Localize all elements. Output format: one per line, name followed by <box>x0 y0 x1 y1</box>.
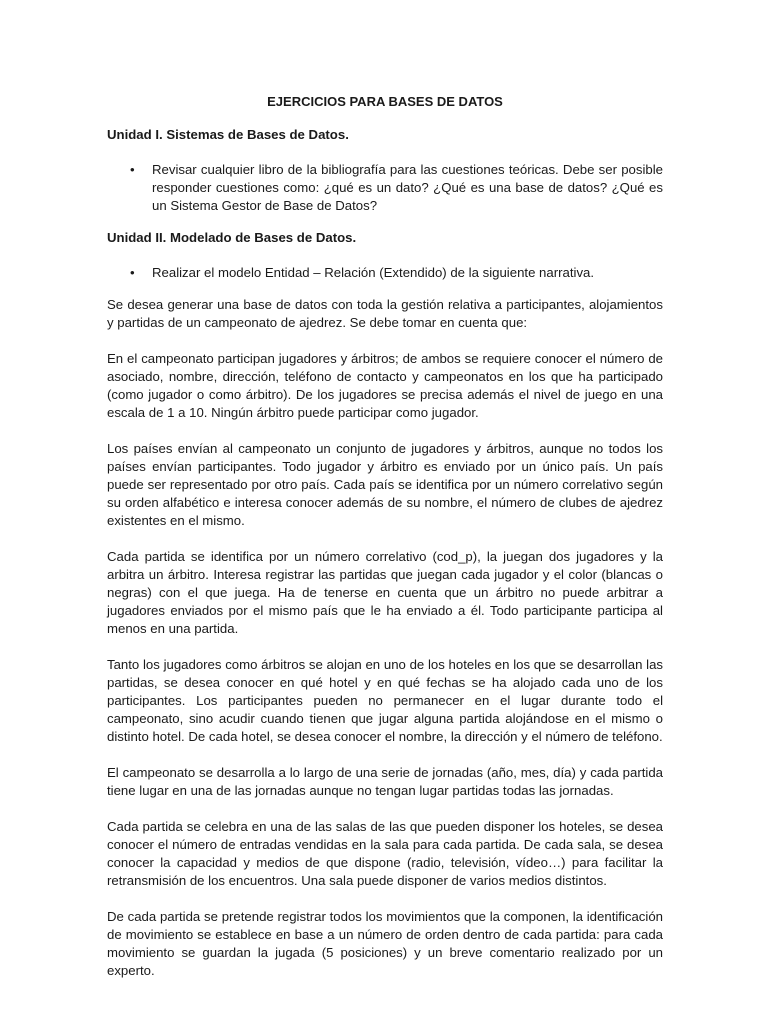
paragraph-rooms: Cada partida se celebra en una de las salas de las que pueden disponer los hoteles, se desea conocer el número de entradas vendidas en la sala para cada partida. De cada sala, se desea conocer la capacidad y medios de que dispone (radio, televisión, vídeo…) para facilitar la retransmisión de los encuentros. Una sala puede disponer de varios medios distintos. <box>107 819 663 888</box>
paragraph-participants: En el campeonato participan jugadores y árbitros; de ambos se requiere conocer el número de asociado, nombre, dirección, teléfono de contacto y campeonatos en los que ha participado (como jugador o como árbitro). De los jugadores se precisa además el nivel de juego en una escala de 1 a 10. Ningún árbitro puede participar como jugador. <box>107 351 663 420</box>
bullet-icon: • <box>130 162 135 177</box>
paragraph-rounds: El campeonato se desarrolla a lo largo de una serie de jornadas (año, mes, día) y cada partida tiene lugar en una de las jornadas aunque no tengan lugar partidas todas las jornadas. <box>107 765 663 798</box>
document-title: EJERCICIOS PARA BASES DE DATOS <box>267 94 503 109</box>
unit-2-heading: Unidad II. Modelado de Bases de Datos. <box>107 230 357 245</box>
unit-1-bullet-text: Revisar cualquier libro de la bibliografía para las cuestiones teóricas. Debe ser posible responder cuestiones como: ¿qué es un dato? ¿Qué es una base de datos? ¿Qué es un Sistema Gestor de Base de Datos? <box>152 162 663 213</box>
document-page <box>107 93 663 998</box>
paragraph-moves: De cada partida se pretende registrar todos los movimientos que la componen, la identificación de movimiento se establece en base a un número de orden dentro de cada partida: para cada movimiento se guardan la jugada (5 posiciones) y un breve comentario realizado por un experto. <box>107 909 663 978</box>
paragraph-countries: Los países envían al campeonato un conjunto de jugadores y árbitros, aunque no todos los países envían participantes. Todo jugador y árbitro es enviado por un único país. Un país puede ser representado por otro país. Cada país se identifica por un número correlativo según su orden alfabético e interesa conocer además de su nombre, el número de clubes de ajedrez existentes en el mismo. <box>107 441 663 528</box>
unit-2-bullet-item <box>107 264 663 282</box>
unit-1-heading: Unidad I. Sistemas de Bases de Datos. <box>107 127 349 142</box>
paragraph-hotels: Tanto los jugadores como árbitros se alojan en uno de los hoteles en los que se desarrollan las partidas, se desea conocer en qué hotel y en qué fechas se ha alojado cada uno de los participantes. Los participantes pueden no permanecer en el lugar durante todo el campeonato, sino acudir cuando tienen que jugar alguna partida alojándose en el mismo o distinto hotel. De cada hotel, se desea conocer el nombre, la dirección y el número de teléfono. <box>107 657 663 744</box>
bullet-icon: • <box>130 265 135 280</box>
unit-1-bullet-item <box>107 161 663 215</box>
paragraph-intro: Se desea generar una base de datos con toda la gestión relativa a participantes, alojamientos y partidas de un campeonato de ajedrez. Se debe tomar en cuenta que: <box>107 297 663 330</box>
unit-2-bullet-text: Realizar el modelo Entidad – Relación (Extendido) de la siguiente narrativa. <box>152 265 595 280</box>
paragraph-games: Cada partida se identifica por un número correlativo (cod_p), la juegan dos jugadores y la arbitra un árbitro. Interesa registrar las partidas que juegan cada jugador y el color (blancas o negras) con el que juega. Ha de tenerse en cuenta que un árbitro no puede arbitrar a jugadores enviados por el mismo país que le ha enviado a él. Todo participante participa al menos en una partida. <box>107 549 663 636</box>
